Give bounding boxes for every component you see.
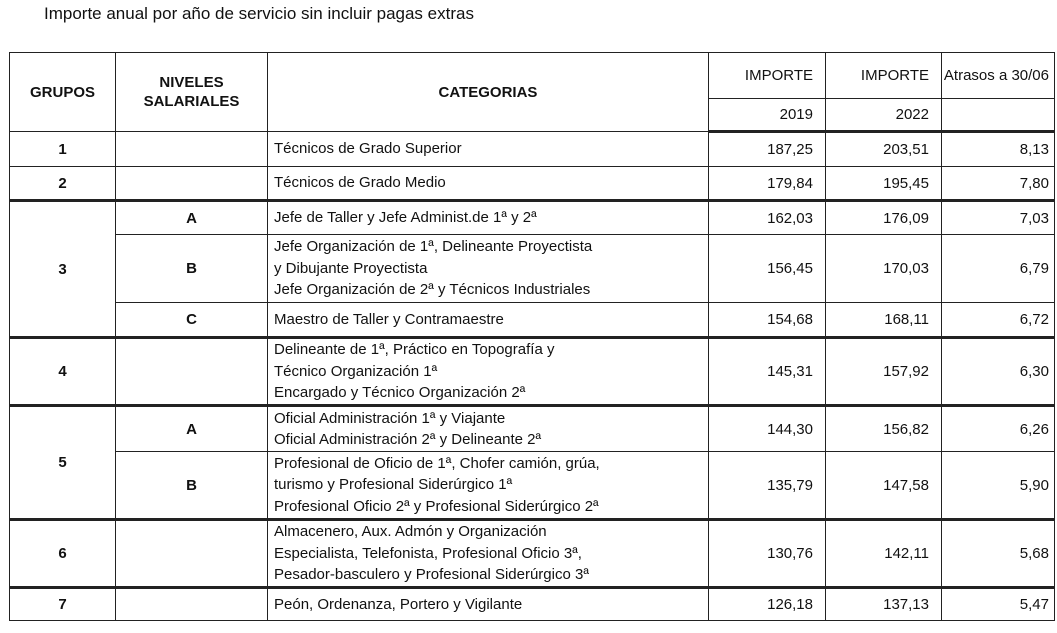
cell-importe-2019: 154,68 — [709, 303, 826, 338]
categoria-line: Maestro de Taller y Contramaestre — [274, 310, 504, 328]
table-row — [10, 235, 1055, 303]
cell-categoria — [268, 452, 709, 520]
cell-grupo: 6 — [10, 520, 116, 588]
header-grupos: GRUPOS — [10, 53, 116, 132]
header-atrasos-empty — [942, 99, 1055, 132]
cell-importe-2019: 126,18 — [709, 588, 826, 621]
page-title: Importe anual por año de servicio sin incluir pagas extras — [44, 4, 474, 23]
cell-importe-2022: 137,13 — [826, 588, 942, 621]
categoria-line: Jefe de Taller y Jefe Administ.de 1ª y 2ª — [274, 209, 537, 227]
categoria-line: Almacenero, Aux. Admón y Organización — [274, 523, 547, 541]
header-niveles: NIVELES SALARIALES — [116, 53, 268, 132]
cell-importe-2019: 135,79 — [709, 452, 826, 520]
table-row — [10, 452, 1055, 520]
cell-categoria — [268, 235, 709, 303]
cell-nivel — [116, 132, 268, 167]
salary-table — [9, 52, 1055, 621]
categoria-line: Delineante de 1ª, Práctico en Topografía y — [274, 341, 555, 359]
cell-importe-2019: 179,84 — [709, 167, 826, 201]
cell-importe-2022: 157,92 — [826, 338, 942, 406]
cell-categoria — [268, 167, 709, 201]
cell-importe-2022: 176,09 — [826, 201, 942, 235]
cell-nivel: C — [116, 303, 268, 338]
cell-nivel — [116, 167, 268, 201]
cell-grupo: 3 — [10, 201, 116, 338]
cell-importe-2019: 187,25 — [709, 132, 826, 167]
cell-nivel — [116, 520, 268, 588]
header-year-2019: 2019 — [709, 99, 826, 132]
table-row — [10, 520, 1055, 588]
header-importe-2022: IMPORTE — [826, 53, 942, 99]
header-importe-2019: IMPORTE — [709, 53, 826, 99]
cell-atrasos: 5,90 — [942, 452, 1055, 520]
table-row — [10, 201, 1055, 235]
categoria-line: Especialista, Telefonista, Profesional Oficio 3ª, — [274, 544, 582, 562]
cell-nivel: B — [116, 452, 268, 520]
cell-importe-2019: 144,30 — [709, 406, 826, 452]
cell-atrasos: 6,30 — [942, 338, 1055, 406]
cell-nivel — [116, 338, 268, 406]
cell-atrasos: 6,79 — [942, 235, 1055, 303]
cell-importe-2022: 195,45 — [826, 167, 942, 201]
cell-importe-2022: 170,03 — [826, 235, 942, 303]
cell-nivel: B — [116, 235, 268, 303]
table-row — [10, 167, 1055, 201]
categoria-line: Oficial Administración 2ª y Delineante 2ª — [274, 431, 542, 448]
categoria-line: Técnico Organización 1ª — [274, 362, 438, 380]
cell-nivel: A — [116, 406, 268, 452]
cell-categoria — [268, 303, 709, 338]
cell-atrasos: 5,47 — [942, 588, 1055, 621]
cell-nivel: A — [116, 201, 268, 235]
categoria-line: Oficial Administración 1ª y Viajante — [274, 409, 506, 427]
table-row — [10, 132, 1055, 167]
cell-importe-2019: 145,31 — [709, 338, 826, 406]
categoria-line: Jefe Organización de 1ª, Delineante Proyectista — [274, 238, 593, 256]
cell-categoria — [268, 406, 709, 452]
header-atrasos: Atrasos a 30/06 — [942, 53, 1055, 99]
cell-categoria — [268, 201, 709, 235]
cell-importe-2019: 156,45 — [709, 235, 826, 303]
categoria-line: y Dibujante Proyectista — [274, 259, 428, 277]
table-row — [10, 406, 1055, 452]
cell-importe-2019: 130,76 — [709, 520, 826, 588]
table-row — [10, 588, 1055, 621]
categoria-line: Técnicos de Grado Superior — [274, 140, 462, 158]
categoria-line: Profesional Oficio 2ª y Profesional Siderúrgico 2ª — [274, 497, 599, 515]
cell-grupo: 5 — [10, 406, 116, 520]
cell-atrasos: 8,13 — [942, 132, 1055, 167]
table-row — [10, 338, 1055, 406]
cell-grupo: 1 — [10, 132, 116, 167]
cell-nivel — [116, 588, 268, 621]
cell-atrasos: 7,03 — [942, 201, 1055, 235]
cell-importe-2022: 168,11 — [826, 303, 942, 338]
cell-categoria — [268, 338, 709, 406]
cell-importe-2019: 162,03 — [709, 201, 826, 235]
cell-grupo: 7 — [10, 588, 116, 621]
cell-grupo: 2 — [10, 167, 116, 201]
cell-atrasos: 6,72 — [942, 303, 1055, 338]
cell-importe-2022: 142,11 — [826, 520, 942, 588]
cell-atrasos: 7,80 — [942, 167, 1055, 201]
table-row — [10, 303, 1055, 338]
categoria-line: Profesional de Oficio de 1ª, Chofer camión, grúa, — [274, 454, 600, 472]
header-year-2022: 2022 — [826, 99, 942, 132]
categoria-line: Jefe Organización de 2ª y Técnicos Industriales — [274, 281, 591, 299]
categoria-line: Técnicos de Grado Medio — [274, 174, 446, 192]
categoria-line: Pesador-basculero y Profesional Siderúrgico 3ª — [274, 566, 589, 584]
cell-categoria — [268, 588, 709, 621]
categoria-line: turismo y Profesional Siderúrgico 1ª — [274, 476, 513, 494]
cell-categoria — [268, 520, 709, 588]
cell-atrasos: 6,26 — [942, 406, 1055, 452]
cell-importe-2022: 203,51 — [826, 132, 942, 167]
cell-grupo: 4 — [10, 338, 116, 406]
header-categorias: CATEGORIAS — [268, 53, 709, 132]
categoria-line: Peón, Ordenanza, Portero y Vigilante — [274, 595, 523, 613]
cell-atrasos: 5,68 — [942, 520, 1055, 588]
cell-importe-2022: 156,82 — [826, 406, 942, 452]
cell-categoria — [268, 132, 709, 167]
cell-importe-2022: 147,58 — [826, 452, 942, 520]
categoria-line: Encargado y Técnico Organización 2ª — [274, 384, 526, 402]
